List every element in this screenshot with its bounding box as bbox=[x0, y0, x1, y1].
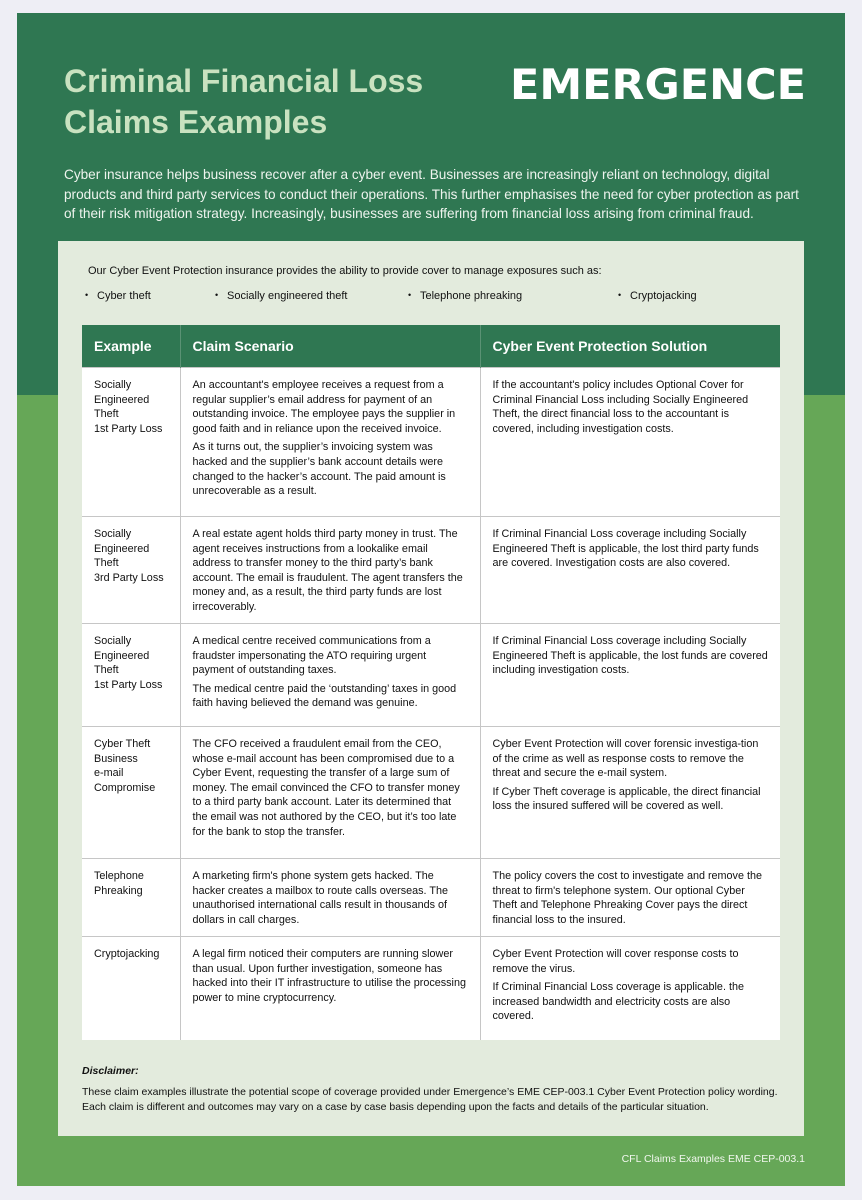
example-line: Theft bbox=[94, 557, 119, 570]
title-line-1: Criminal Financial Loss bbox=[64, 63, 424, 99]
solution-text: Cyber Event Protection will cover forensic investiga-tion of the crime as well as response costs to remove the threat and secure the e-mail system. bbox=[492, 738, 759, 780]
bullet-icon: • bbox=[215, 290, 219, 300]
exposure-label: Cyber theft bbox=[97, 290, 151, 302]
example-line: Engineered bbox=[94, 649, 150, 662]
scenario-cell bbox=[180, 517, 480, 624]
example-line: Cryptojacking bbox=[94, 948, 160, 960]
exposure-label: Telephone phreaking bbox=[420, 290, 523, 302]
example-line: Business bbox=[94, 752, 138, 765]
example-line: Theft bbox=[94, 664, 119, 677]
example-line: Socially bbox=[94, 635, 132, 647]
exposure-item bbox=[408, 290, 522, 302]
table-row bbox=[82, 937, 780, 1040]
solution-text: If Criminal Financial Loss coverage including Socially Engineered Theft is applicable, the lost funds are covered including investigation costs. bbox=[492, 635, 768, 677]
example-cell bbox=[82, 368, 180, 517]
example-line: 1st Party Loss bbox=[94, 678, 163, 691]
table-row bbox=[82, 517, 780, 624]
table-row bbox=[82, 624, 780, 727]
solution-cell bbox=[480, 368, 780, 517]
solution-cell bbox=[480, 517, 780, 624]
solution-text: Cyber Event Protection will cover response costs to remove the virus. bbox=[492, 948, 739, 975]
column-header-scenario: Claim Scenario bbox=[180, 325, 480, 368]
exposure-item bbox=[85, 290, 151, 302]
document-title bbox=[64, 61, 484, 143]
exposure-list bbox=[82, 290, 782, 306]
example-line: 3rd Party Loss bbox=[94, 571, 164, 584]
table-row bbox=[82, 368, 780, 517]
exposure-label: Cryptojacking bbox=[630, 290, 697, 302]
example-line: Engineered bbox=[94, 393, 150, 406]
intro-paragraph: Cyber insurance helps business recover after a cyber event. Businesses are increasingly reliant on technology, digital products and third party services to conduct their operations. This further emphasises the need for cyber protection as part of their risk mitigation strategy. Increasingly, businesses are suffering from financial loss arising from criminal fraud. bbox=[64, 167, 799, 221]
example-line: Engineered bbox=[94, 542, 150, 555]
footer-reference: CFL Claims Examples EME CEP-003.1 bbox=[621, 1153, 805, 1165]
exposure-label: Socially engineered theft bbox=[227, 290, 348, 302]
exposure-item bbox=[215, 290, 347, 302]
scenario-text: An accountant's employee receives a request from a regular supplier’s email address for payment of an outstanding invoice. The employee pays the supplier in good faith and in reliance upon the received invoice. bbox=[192, 379, 456, 435]
claims-table bbox=[82, 325, 780, 1040]
example-cell bbox=[82, 859, 180, 937]
scenario-text: A real estate agent holds third party money in trust. The agent receives instructions from a lookalike email address to transfer money to the third party’s bank account. The email is fraudulent. The agent transfers the money and, as a result, the third party funds are lost irrecoverably. bbox=[192, 528, 463, 613]
table-row bbox=[82, 859, 780, 937]
disclaimer-text: These claim examples illustrate the potential scope of coverage provided under Emergence’s EME CEP-003.1 Cyber Event Protection policy wording. Each claim is different and outcomes may vary on a case by case basis depending upon the facts and details of the particular situation. bbox=[82, 1086, 778, 1113]
table-header-row bbox=[82, 325, 780, 368]
example-line: Socially bbox=[94, 379, 132, 391]
scenario-text: A marketing firm's phone system gets hacked. The hacker creates a mailbox to route calls overseas. The unauthorised international calls result in thousands of dollars in call charges. bbox=[192, 870, 448, 926]
content-panel bbox=[58, 241, 804, 1136]
coverage-intro: Our Cyber Event Protection insurance provides the ability to provide cover to manage exposures such as: bbox=[88, 265, 602, 277]
title-line-2: Claims Examples bbox=[64, 104, 328, 140]
solution-text: If Criminal Financial Loss coverage is applicable. the increased bandwidth and electricity costs are also covered. bbox=[492, 981, 744, 1023]
example-line: 1st Party Loss bbox=[94, 422, 163, 435]
bullet-icon: • bbox=[85, 290, 89, 300]
document-page bbox=[17, 13, 845, 1186]
scenario-cell bbox=[180, 859, 480, 937]
example-cell bbox=[82, 624, 180, 727]
scenario-cell bbox=[180, 624, 480, 727]
scenario-cell bbox=[180, 727, 480, 859]
solution-cell bbox=[480, 937, 780, 1040]
example-cell bbox=[82, 727, 180, 859]
scenario-cell bbox=[180, 368, 480, 517]
logo-wordmark: EMERGENCE bbox=[510, 60, 806, 105]
bullet-icon: • bbox=[618, 290, 622, 300]
example-line: Cyber Theft bbox=[94, 738, 151, 750]
scenario-text: A medical centre received communications from a fraudster impersonating the ATO requiring urgent payment of outstanding taxes. bbox=[192, 635, 431, 677]
example-cell bbox=[82, 517, 180, 624]
example-line: e-mail bbox=[94, 767, 124, 780]
disclaimer-title: Disclaimer: bbox=[82, 1065, 139, 1077]
column-header-solution: Cyber Event Protection Solution bbox=[480, 325, 780, 368]
scenario-text: The CFO received a fraudulent email from the CEO, whose e-mail account has been compromised due to a Cyber Event, requesting the transfer of a large sum of money. The email convinced the CFO to transfer money to a third party bank account. Later its determined that the email was not authored by the CEO, but it’s too late for the bank to stop the transfer. bbox=[192, 738, 460, 838]
solution-text: The policy covers the cost to investigate and remove the threat to firm's telephone system. Our optional Cyber Theft and Telephone Phreaking Cover pays the direct financial loss to the insured. bbox=[492, 870, 762, 926]
solution-cell bbox=[480, 859, 780, 937]
solution-text: If the accountant's policy includes Optional Cover for Criminal Financial Loss including Socially Engineered Theft, the direct financial loss to the accountant is covered, including investigation costs. bbox=[492, 379, 749, 435]
table-row bbox=[82, 727, 780, 859]
example-line: Theft bbox=[94, 408, 119, 421]
scenario-text: As it turns out, the supplier’s invoicing system was hacked and the supplier’s bank account details were changed to the hacker’s account. The paid amount is unrecoverable as a result. bbox=[192, 441, 446, 498]
solution-cell bbox=[480, 624, 780, 727]
column-header-example: Example bbox=[82, 325, 180, 368]
scenario-text: A legal firm noticed their computers are running slower than usual. Upon further investigation, someone has hacked into their IT infrastructure to utilise the processing power to mine cryptocurrency. bbox=[192, 948, 466, 1004]
scenario-text: The medical centre paid the ‘outstanding’ taxes in good faith having believed the demand was genuine. bbox=[192, 682, 457, 710]
example-line: Compromise bbox=[94, 781, 156, 794]
solution-text: If Cyber Theft coverage is applicable, the direct financial loss the insured suffered will be covered as well. bbox=[492, 785, 761, 813]
emergence-logo bbox=[510, 59, 810, 105]
example-line: Socially bbox=[94, 528, 132, 540]
exposure-item bbox=[618, 290, 697, 302]
bullet-icon: • bbox=[408, 290, 412, 300]
scenario-cell bbox=[180, 937, 480, 1040]
example-line: Phreaking bbox=[94, 884, 143, 897]
example-cell bbox=[82, 937, 180, 1040]
solution-cell bbox=[480, 727, 780, 859]
solution-text: If Criminal Financial Loss coverage including Socially Engineered Theft is applicable, the lost third party funds are covered. Investigation costs are also covered. bbox=[492, 528, 759, 570]
example-line: Telephone bbox=[94, 870, 144, 882]
